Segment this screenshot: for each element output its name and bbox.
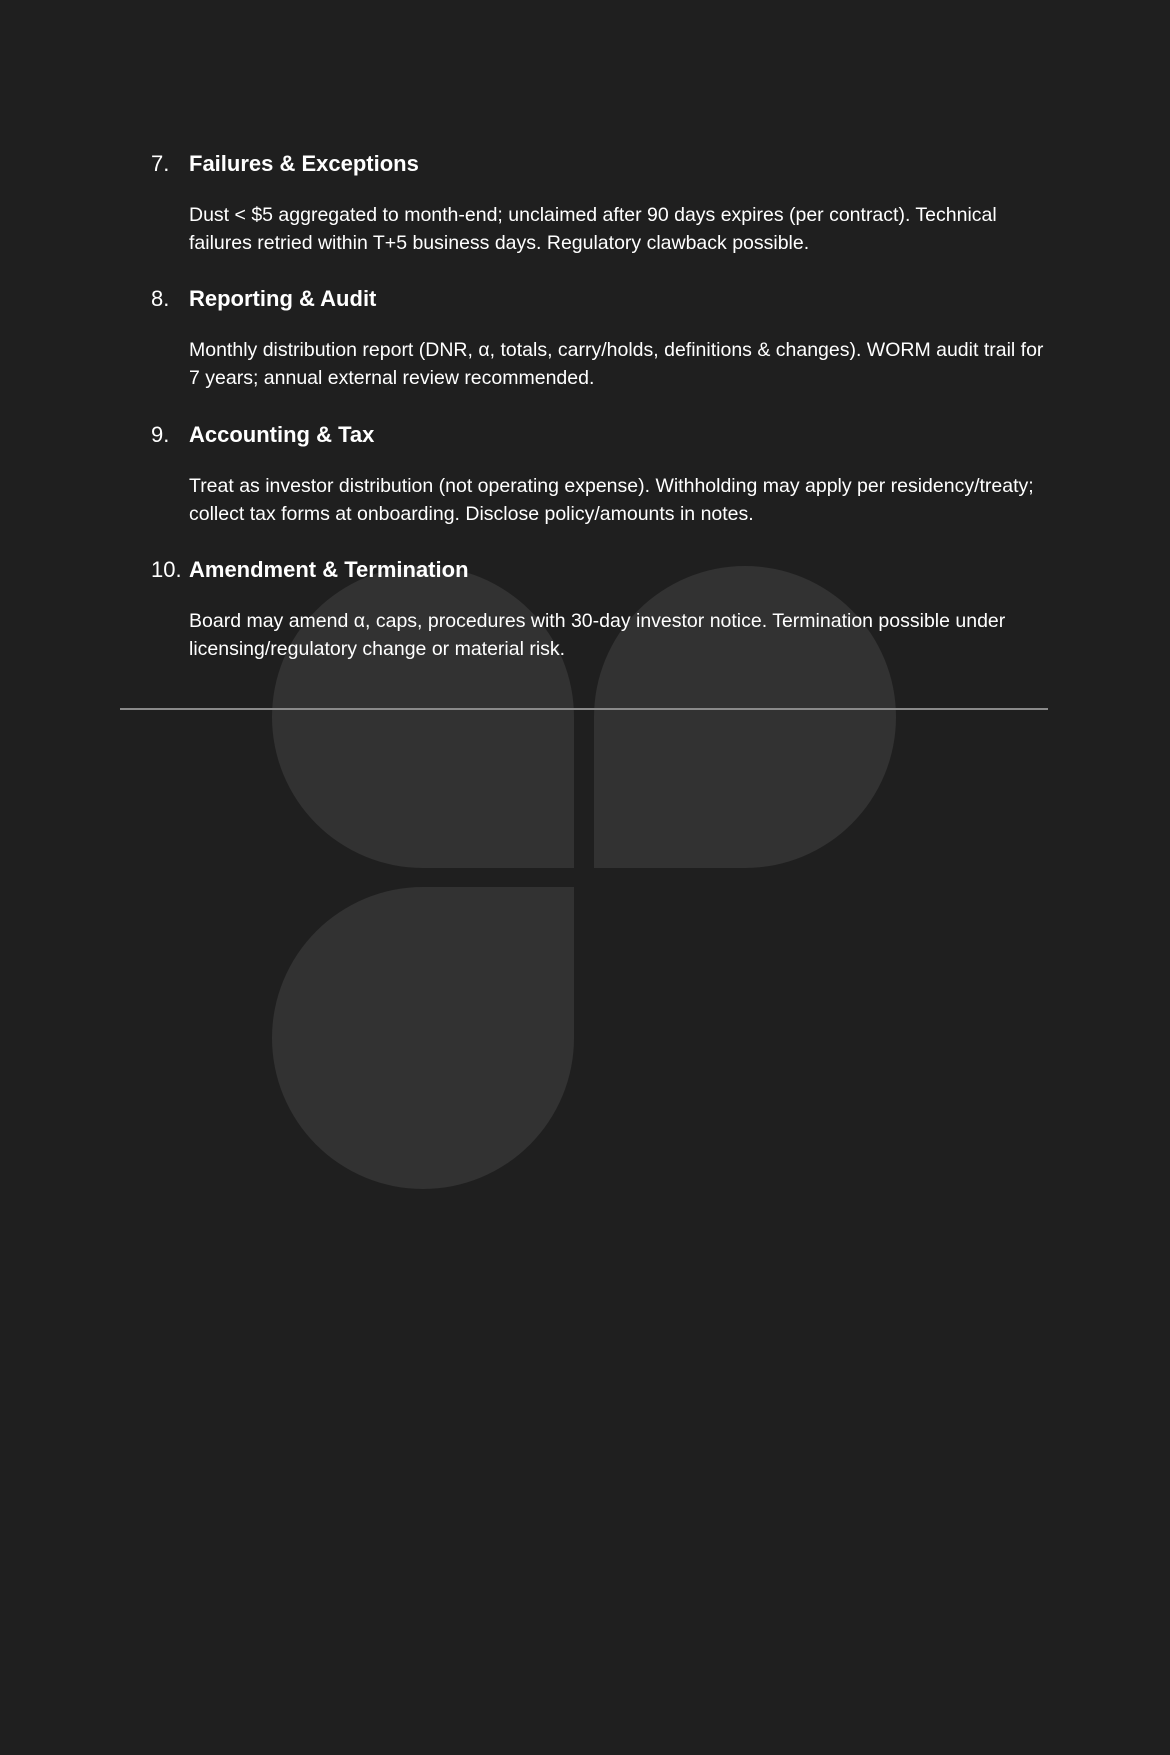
section-body: Dust < $5 aggregated to month-end; unclaimed after 90 days expires (per contract). Technical failures retried within T+5 business days. Regulatory clawback possible.	[189, 204, 997, 254]
section-title: Accounting & Tax	[189, 422, 375, 447]
section-number: 8.	[151, 286, 170, 311]
section-body: Monthly distribution report (DNR, α, totals, carry/holds, definitions & changes). WORM audit trail for 7 years; annual external review recommended.	[189, 339, 1044, 389]
section-number: 7.	[151, 151, 170, 176]
horizontal-divider	[120, 708, 1048, 710]
section-title: Reporting & Audit	[189, 286, 377, 311]
watermark-petal-bottom-left	[272, 887, 574, 1189]
section-number: 10.	[151, 557, 182, 582]
section-body: Treat as investor distribution (not operating expense). Withholding may apply per residency/treaty; collect tax forms at onboarding. Disclose policy/amounts in notes.	[189, 475, 1034, 525]
section-title: Failures & Exceptions	[189, 151, 419, 176]
section-number: 9.	[151, 422, 170, 447]
section-title: Amendment & Termination	[189, 557, 469, 582]
section-body: Board may amend α, caps, procedures with 30-day investor notice. Termination possible under licensing/regulatory change or material risk.	[189, 610, 1006, 660]
